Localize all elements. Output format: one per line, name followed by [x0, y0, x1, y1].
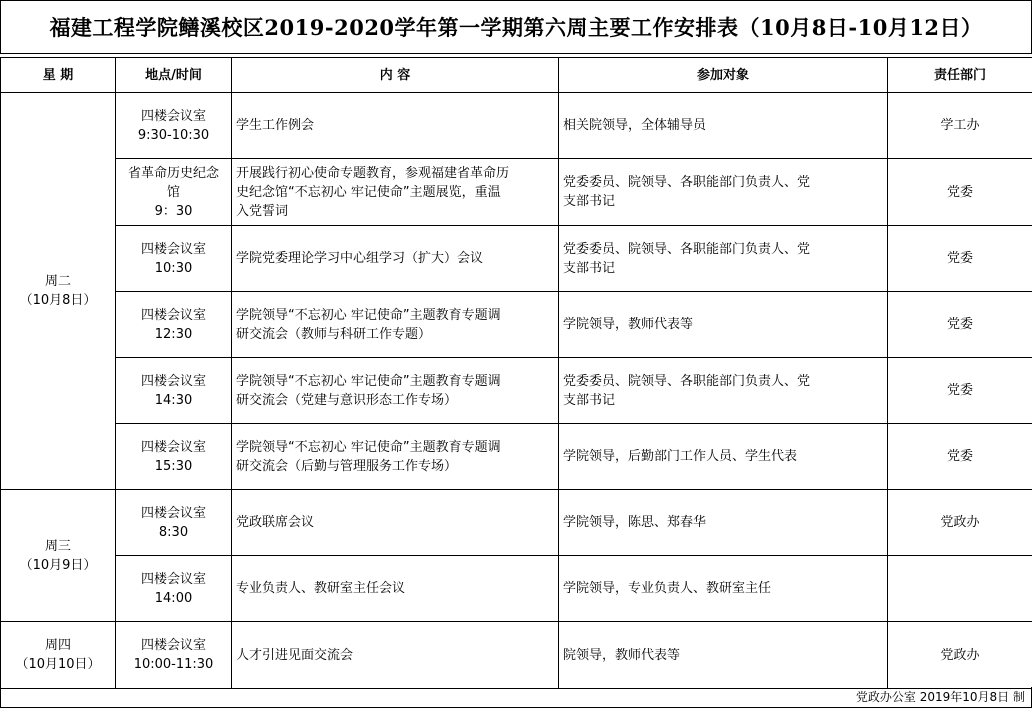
- participants-cell: [559, 556, 888, 622]
- time-text: 9：30: [154, 203, 193, 219]
- content-text: 研交流会（教师与科研工作专题）: [236, 326, 432, 342]
- dept-cell: 党委: [888, 226, 1032, 292]
- participants-text: 支部书记: [563, 194, 616, 209]
- place-time-cell: [116, 622, 232, 689]
- participants-text: 学院领导，陈思、郑春华: [563, 515, 707, 530]
- header-dept: 责任部门: [888, 58, 1032, 93]
- footer-note: 党政办公室 2019年10月8日 制: [0, 687, 1032, 708]
- participants-text: 院领导，教师代表等: [563, 647, 681, 663]
- header-participants: 参加对象: [559, 58, 888, 93]
- dept-cell: 党委: [888, 292, 1032, 358]
- content-text: 学生工作例会: [236, 118, 315, 133]
- participants-text: 学院领导，教师代表等: [563, 317, 694, 332]
- place-text: 省革命历史纪念: [127, 165, 219, 181]
- table-row: [1, 159, 1032, 226]
- participants-text: 党委委员、院领导、各职能部门负责人、党: [563, 373, 811, 389]
- content-text: 学院党委理论学习中心组学习（扩大）会议: [236, 251, 484, 266]
- time-text: 14:00: [154, 590, 193, 606]
- dept-cell: 党委: [888, 159, 1032, 226]
- day-name: 周四: [44, 638, 71, 653]
- header-content: 内 容: [232, 58, 559, 93]
- place-text: 四楼会议室: [140, 108, 206, 124]
- place-time-cell: [116, 424, 232, 490]
- content-text: 研交流会（后勤与管理服务工作专场）: [236, 458, 458, 474]
- dept-cell: 学工办: [888, 93, 1032, 159]
- content-cell: [232, 358, 559, 424]
- day-date: （10月9日）: [19, 557, 97, 573]
- participants-text: 支部书记: [563, 260, 616, 276]
- place-time-cell: [116, 292, 232, 358]
- content-cell: [232, 556, 559, 622]
- time-text: 8:30: [158, 524, 189, 540]
- header-day: 星 期: [1, 58, 116, 93]
- header-place-time: 地点/时间: [116, 58, 232, 93]
- participants-text: 相关院领导，全体辅导员: [563, 118, 707, 133]
- page-title: 福建工程学院鳝溪校区2019-2020学年第一学期第六周主要工作安排表（10月8日-10月12日）: [0, 0, 1032, 54]
- place-text: 馆: [166, 184, 180, 200]
- content-text: 学院领导“不忘初心 牢记使命”主题教育专题调: [236, 307, 501, 323]
- participants-cell: [559, 490, 888, 556]
- place-text: 四楼会议室: [140, 505, 206, 521]
- day-cell: [1, 490, 116, 622]
- schedule-table: [0, 57, 1032, 689]
- place-text: 四楼会议室: [140, 571, 206, 587]
- day-date: （10月8日）: [19, 293, 97, 308]
- content-text: 专业负责人、教研室主任会议: [236, 581, 406, 596]
- table-row: [1, 490, 1032, 556]
- table-row: [1, 292, 1032, 358]
- time-text: 14:30: [154, 392, 193, 408]
- participants-text: 党委委员、院领导、各职能部门负责人、党: [563, 175, 811, 190]
- place-text: 四楼会议室: [140, 638, 206, 653]
- table-row: [1, 93, 1032, 159]
- content-text: 史纪念馆“不忘初心 牢记使命”主题展览，重温: [236, 184, 501, 200]
- table-row: [1, 358, 1032, 424]
- day-date: （10月10日）: [15, 657, 101, 672]
- content-cell: [232, 226, 559, 292]
- place-time-cell: [116, 159, 232, 226]
- time-text: 9:30-10:30: [137, 127, 210, 143]
- dept-cell: 党委: [888, 424, 1032, 490]
- day-name: 周三: [44, 538, 71, 554]
- table-row: [1, 226, 1032, 292]
- participants-text: 学院领导，专业负责人、教研室主任: [563, 581, 772, 596]
- participants-cell: [559, 424, 888, 490]
- place-text: 四楼会议室: [140, 307, 206, 323]
- dept-cell: [888, 556, 1032, 622]
- participants-text: 学院领导，后勤部门工作人员、学生代表: [563, 449, 798, 464]
- place-time-cell: [116, 226, 232, 292]
- time-text: 15:30: [154, 458, 193, 474]
- table-row: [1, 424, 1032, 490]
- table-row: [1, 622, 1032, 689]
- participants-cell: [559, 159, 888, 226]
- day-name: 周二: [44, 274, 71, 289]
- place-time-cell: [116, 556, 232, 622]
- participants-cell: [559, 93, 888, 159]
- content-cell: [232, 622, 559, 689]
- content-cell: [232, 93, 559, 159]
- table-row: [1, 556, 1032, 622]
- content-text: 学院领导“不忘初心 牢记使命”主题教育专题调: [236, 439, 501, 455]
- participants-text: 党委委员、院领导、各职能部门负责人、党: [563, 241, 811, 257]
- day-cell: [1, 622, 116, 689]
- time-text: 10:00-11:30: [133, 657, 214, 672]
- participants-cell: [559, 358, 888, 424]
- content-text: 研交流会（党建与意识形态工作专场）: [236, 392, 458, 408]
- time-text: 10:30: [154, 260, 193, 276]
- place-text: 四楼会议室: [140, 439, 206, 455]
- participants-cell: [559, 226, 888, 292]
- participants-text: 支部书记: [563, 392, 616, 408]
- day-cell: [1, 93, 116, 490]
- content-text: 学院领导“不忘初心 牢记使命”主题教育专题调: [236, 373, 501, 389]
- content-cell: [232, 424, 559, 490]
- dept-cell: 党政办: [888, 490, 1032, 556]
- content-cell: [232, 490, 559, 556]
- participants-cell: [559, 292, 888, 358]
- content-text: 入党誓词: [236, 203, 289, 219]
- time-text: 12:30: [154, 326, 193, 342]
- place-text: 四楼会议室: [140, 241, 206, 257]
- dept-cell: 党委: [888, 358, 1032, 424]
- place-time-cell: [116, 490, 232, 556]
- content-cell: [232, 292, 559, 358]
- content-text: 党政联席会议: [236, 515, 315, 530]
- place-time-cell: [116, 93, 232, 159]
- place-text: 四楼会议室: [140, 373, 206, 389]
- content-text: 人才引进见面交流会: [236, 647, 354, 663]
- participants-cell: [559, 622, 888, 689]
- dept-cell: 党政办: [888, 622, 1032, 689]
- content-text: 开展践行初心使命专题教育，参观福建省革命历: [236, 165, 510, 181]
- header-row: [1, 58, 1032, 93]
- content-cell: [232, 159, 559, 226]
- place-time-cell: [116, 358, 232, 424]
